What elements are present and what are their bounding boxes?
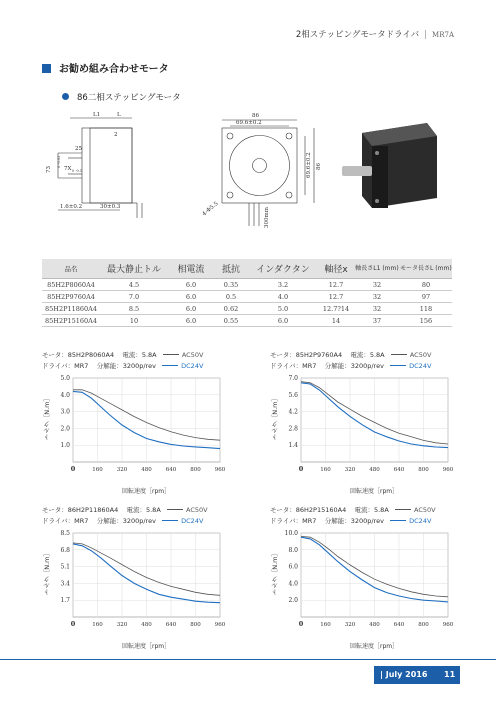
x-tick-label: 480: [369, 622, 380, 628]
table-cell: 85H2P15160A4: [42, 315, 100, 327]
dim-7x-tol: 0 -0.1: [72, 169, 83, 173]
x-tick-label: 800: [418, 622, 429, 628]
chart-ylabel: トルク［N.m］: [43, 550, 51, 596]
chart-ylabel: トルク［N.m］: [43, 395, 51, 441]
table-cell: 14: [318, 315, 354, 327]
x-tick-label: 800: [190, 622, 201, 628]
table-cell: 85H2P9760A4: [42, 291, 100, 303]
chart-current-label: 電流：5.8A: [350, 351, 385, 359]
chart-motor-label: モータ：85H2P8060A4: [42, 351, 115, 359]
dim-86-v: 86: [316, 163, 322, 170]
table-row: [42, 303, 452, 315]
x-tick-label: 0: [70, 620, 76, 628]
subsection-title: [62, 91, 181, 103]
side-view-body: [82, 128, 132, 203]
motor-dimension-drawing: [42, 108, 452, 238]
chart-motor-line: [270, 505, 436, 514]
x-tick-label: 160: [320, 622, 331, 628]
dim-7x: 7X: [64, 166, 72, 172]
chart-driver-line: [42, 516, 203, 525]
dim-wire: 300mm: [264, 207, 270, 228]
y-tick-label: 4.0: [288, 580, 298, 588]
table-cell: 32: [354, 279, 400, 291]
circle-bullet-icon: [62, 93, 69, 100]
x-tick-label: 320: [116, 467, 128, 473]
table-cell: 8.5: [100, 303, 168, 315]
table-cell: 85H2P8060A4: [42, 279, 100, 291]
torque-chart-2: [270, 350, 460, 495]
chart-motor-label: モータ：86H2P15160A4: [270, 506, 347, 514]
chart-driver-label: ドライバ：MR7: [42, 517, 89, 525]
x-tick-label: 800: [418, 467, 429, 473]
chart-current-label: 電流：5.8A: [122, 351, 157, 359]
spec-table: [42, 259, 452, 327]
chart-xlabel: 回転速度［rpm］: [122, 488, 171, 495]
chart-driver-label: ドライバ：MR7: [270, 362, 317, 370]
table-cell: 4.0: [248, 291, 318, 303]
legend-swatch-ac: [395, 509, 411, 510]
chart-motor-line: [42, 505, 208, 514]
x-tick-label: 160: [92, 622, 103, 628]
col-current: 相電流: [168, 259, 214, 279]
footer-date: | July 2016: [380, 670, 428, 679]
y-tick-label: 3.4: [60, 580, 70, 588]
x-tick-label: 960: [214, 622, 226, 628]
table-cell: 6.0: [168, 315, 214, 327]
y-tick-label: 5.1: [60, 563, 70, 571]
y-tick-label: 8.5: [60, 530, 70, 537]
x-tick-label: 800: [190, 467, 201, 473]
dim-l: L: [117, 112, 121, 118]
table-cell: 32: [354, 291, 400, 303]
x-tick-label: 960: [214, 467, 226, 473]
col-name: 品名: [42, 259, 100, 279]
x-tick-label: 0: [70, 465, 76, 473]
y-tick-label: 2.0: [288, 597, 298, 605]
chart-xlabel: 回転速度［rpm］: [122, 643, 171, 650]
y-tick-label: 8.0: [288, 546, 298, 554]
x-tick-label: 640: [165, 467, 177, 473]
table-cell: 10: [100, 315, 168, 327]
legend-swatch-dc: [162, 365, 178, 366]
chart-resolution-label: 分解能：3200p/rev: [324, 517, 384, 525]
table-cell: 6.0: [168, 303, 214, 315]
table-cell: 32: [354, 303, 400, 315]
y-tick-label: 7.0: [288, 375, 298, 382]
dim-l1: L1: [93, 112, 101, 118]
legend-swatch-dc: [390, 520, 406, 521]
legend-ac: AC50V: [181, 351, 204, 359]
table-row: [42, 315, 452, 327]
table-cell: 3.2: [248, 279, 318, 291]
table-cell: 5.0: [248, 303, 318, 315]
dim-86-h: 86: [252, 113, 259, 119]
table-row: [42, 291, 452, 303]
table-cell: 6.0: [248, 315, 318, 327]
y-tick-label: 6.0: [288, 563, 298, 571]
dim-hole: 4-Φ5.5: [201, 200, 220, 218]
col-torque: 最大静止トル: [100, 259, 168, 279]
legend-swatch-dc: [162, 520, 178, 521]
table-cell: 0.5: [214, 291, 248, 303]
dim-16: 1.6±0.2: [60, 204, 83, 210]
table-cell: 97: [400, 291, 452, 303]
chart-driver-label: ドライバ：MR7: [270, 517, 317, 525]
y-tick-label: 1.7: [60, 597, 70, 605]
dim-73: 73: [46, 166, 52, 173]
legend-dc: DC24V: [409, 517, 432, 525]
y-tick-label: 1.4: [288, 442, 298, 450]
y-tick-label: 2.0: [60, 425, 70, 433]
x-tick-label: 320: [344, 467, 356, 473]
header-code: MR7A: [432, 31, 454, 39]
torque-chart-1: [42, 350, 232, 495]
table-cell: 7.0: [100, 291, 168, 303]
table-cell: 0.55: [214, 315, 248, 327]
table-cell: 85H2P11860A4: [42, 303, 100, 315]
chart-plot: [42, 370, 232, 482]
table-cell: 37: [354, 315, 400, 327]
chart-driver-line: [42, 361, 203, 370]
chart-resolution-label: 分解能：3200p/rev: [96, 517, 156, 525]
chart-motor-label: モータ：85H2P9760A4: [270, 351, 343, 359]
table-cell: 0.35: [214, 279, 248, 291]
page-header: [296, 28, 454, 40]
chart-current-label: 電流：5.8A: [354, 506, 389, 514]
x-tick-label: 160: [320, 467, 331, 473]
y-tick-label: 6.8: [60, 546, 70, 554]
legend-dc: DC24V: [181, 517, 204, 525]
chart-driver-line: [270, 361, 431, 370]
legend-swatch-ac: [167, 509, 183, 510]
x-tick-label: 640: [165, 622, 177, 628]
table-cell: 118: [400, 303, 452, 315]
legend-dc: DC24V: [181, 362, 204, 370]
x-tick-label: 960: [442, 467, 454, 473]
table-header-row: [42, 259, 452, 279]
table-cell: 4.5: [100, 279, 168, 291]
footer-rule: [0, 659, 496, 660]
torque-chart-3: [42, 505, 232, 650]
col-resistance: 抵抗: [214, 259, 248, 279]
subsection-title-text: 86二相ステッピングモータ: [77, 93, 181, 103]
front-view-body: [222, 128, 297, 203]
table-row: [42, 279, 452, 291]
chart-xlabel: 回転速度［rpm］: [350, 643, 399, 650]
legend-swatch-ac: [163, 354, 179, 355]
col-shaft-dia: 軸径x: [318, 259, 354, 279]
legend-dc: DC24V: [409, 362, 432, 370]
legend-ac: AC50V: [409, 351, 432, 359]
chart-ylabel: トルク［N.m］: [271, 395, 279, 441]
legend-ac: AC50V: [413, 506, 436, 514]
dim-69-v: 69.6±0.2: [306, 152, 312, 178]
x-tick-label: 640: [393, 467, 405, 473]
table-cell: 12.7: [318, 291, 354, 303]
header-separator: |: [424, 30, 428, 40]
table-cell: 0.62: [214, 303, 248, 315]
dim-69-h: 69.6±0.2: [236, 120, 262, 126]
x-tick-label: 160: [92, 467, 103, 473]
x-tick-label: 320: [344, 622, 356, 628]
dim-73-tol: 0 -0.03: [57, 155, 61, 168]
x-tick-label: 480: [369, 467, 380, 473]
y-tick-label: 2.8: [288, 425, 298, 433]
section-title-text: お勧め組み合わせモータ: [59, 64, 169, 75]
torque-chart-4: [270, 505, 460, 650]
dim-25: 25: [75, 146, 82, 152]
col-inductance: インダクタン: [248, 259, 318, 279]
table-cell: 12.7: [318, 279, 354, 291]
header-title: 2相ステッピングモータドライバ: [295, 30, 420, 40]
table-cell: 6.0: [168, 279, 214, 291]
chart-ylabel: トルク［N.m］: [271, 550, 279, 596]
chart-resolution-label: 分解能：3200p/rev: [324, 362, 384, 370]
x-tick-label: 320: [116, 622, 128, 628]
y-tick-label: 4.2: [288, 408, 298, 416]
chart-driver-line: [270, 516, 431, 525]
chart-driver-label: ドライバ：MR7: [42, 362, 89, 370]
legend-swatch-ac: [391, 354, 407, 355]
x-tick-label: 480: [141, 622, 152, 628]
y-tick-label: 4.0: [60, 391, 70, 399]
y-tick-label: 10.0: [284, 530, 298, 537]
table-cell: 156: [400, 315, 452, 327]
x-tick-label: 640: [393, 622, 405, 628]
y-tick-label: 1.0: [60, 442, 70, 450]
table-cell: 80: [400, 279, 452, 291]
dim-30: 30±0.3: [100, 204, 121, 210]
col-motor-length: モータ長さL (mm): [400, 259, 452, 279]
table-cell: 12.7?14: [318, 303, 354, 315]
chart-plot: [270, 525, 460, 637]
table-cell: 6.0: [168, 291, 214, 303]
chart-plot: [270, 370, 460, 482]
y-tick-label: 5.6: [288, 391, 298, 399]
chart-current-label: 電流：5.8A: [126, 506, 161, 514]
col-shaft-length: 軸長さL1 (mm): [354, 259, 400, 279]
legend-ac: AC50V: [185, 506, 208, 514]
square-bullet-icon: [42, 64, 51, 73]
motor-photo: [342, 123, 437, 208]
x-tick-label: 0: [298, 620, 304, 628]
x-tick-label: 0: [298, 465, 304, 473]
legend-swatch-dc: [390, 365, 406, 366]
chart-motor-label: モータ：86H2P11860A4: [42, 506, 119, 514]
chart-resolution-label: 分解能：3200p/rev: [96, 362, 156, 370]
y-tick-label: 3.0: [60, 408, 70, 416]
page-number: 11: [444, 670, 456, 679]
chart-motor-line: [270, 350, 431, 359]
y-tick-label: 5.0: [60, 375, 70, 382]
x-tick-label: 480: [141, 467, 152, 473]
chart-motor-line: [42, 350, 203, 359]
dim-2: 2: [114, 132, 118, 138]
x-tick-label: 960: [442, 622, 454, 628]
section-title: [42, 60, 169, 75]
chart-plot: [42, 525, 232, 637]
chart-xlabel: 回転速度［rpm］: [350, 488, 399, 495]
